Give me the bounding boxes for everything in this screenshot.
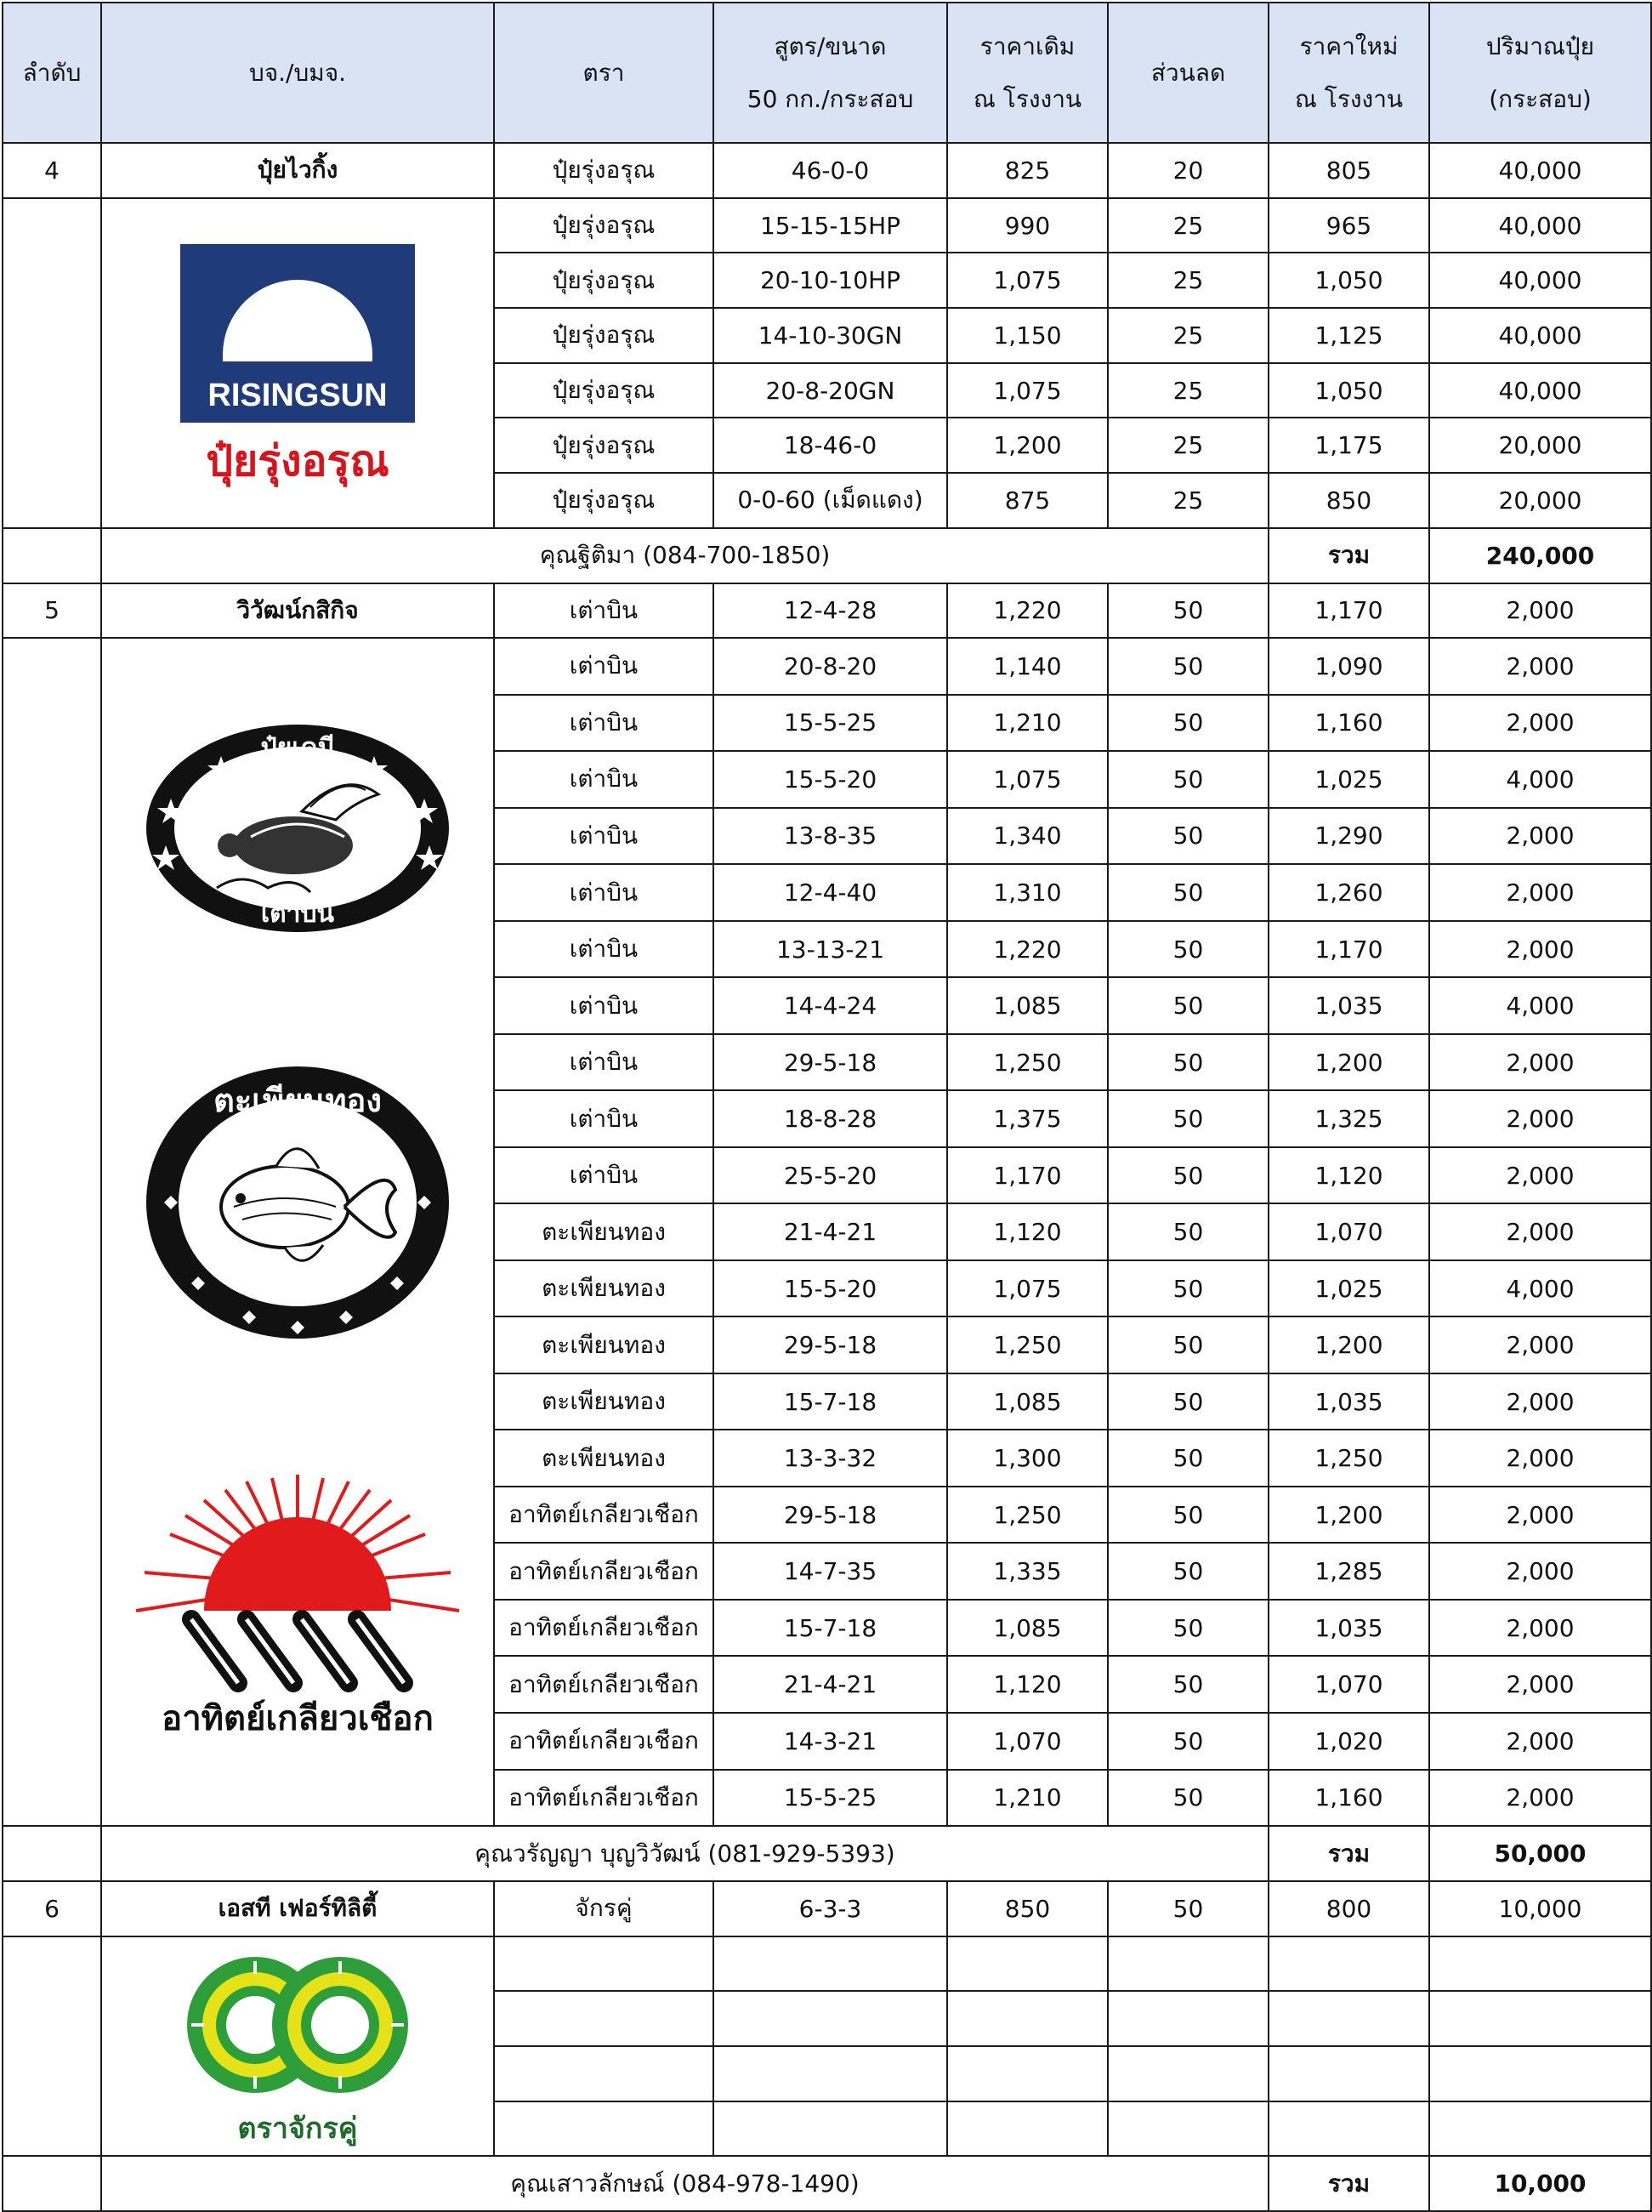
header-formula: สูตร/ขนาด 50 กก./กระสอบ bbox=[713, 3, 947, 143]
total-row-empty bbox=[3, 1826, 101, 1881]
chakkhu-logo-caption: ตราจักรคู่ bbox=[237, 2111, 358, 2146]
quantity-cell: 2,000 bbox=[1429, 1770, 1651, 1827]
brand-cell: เต่าบิน bbox=[494, 583, 713, 639]
new-price-cell: 1,050 bbox=[1269, 363, 1429, 418]
old-price-cell: 1,120 bbox=[947, 1203, 1108, 1260]
formula-cell: 29-5-18 bbox=[713, 1316, 947, 1373]
old-price-cell: 850 bbox=[947, 1881, 1108, 1936]
formula-cell: 12-4-28 bbox=[713, 583, 947, 639]
old-price-cell: 1,085 bbox=[947, 977, 1108, 1034]
formula-cell: 14-7-35 bbox=[713, 1543, 947, 1600]
brand-cell: ตะเพียนทอง bbox=[494, 1316, 713, 1373]
formula-cell: 15-7-18 bbox=[713, 1600, 947, 1657]
brand-cell: อาทิตย์เกลียวเชือก bbox=[494, 1543, 713, 1600]
old-price-cell: 1,335 bbox=[947, 1543, 1108, 1600]
brand-cell: ปุ๋ยรุ่งอรุณ bbox=[494, 253, 713, 308]
formula-cell: 20-8-20 bbox=[713, 638, 947, 695]
discount-cell: 50 bbox=[1108, 638, 1269, 695]
formula-cell: 13-3-32 bbox=[713, 1430, 947, 1487]
brand-cell: เต่าบิน bbox=[494, 808, 713, 865]
discount-cell: 20 bbox=[1108, 143, 1269, 198]
table-row bbox=[3, 198, 1651, 253]
row-number-empty bbox=[3, 198, 101, 528]
brand-cell bbox=[494, 2046, 713, 2101]
discount-cell: 50 bbox=[1108, 1316, 1269, 1373]
discount-cell: 50 bbox=[1108, 1543, 1269, 1600]
brand-cell: อาทิตย์เกลียวเชือก bbox=[494, 1770, 713, 1827]
brand-cell: ปุ๋ยรุ่งอรุณ bbox=[494, 418, 713, 473]
formula-cell: 6-3-3 bbox=[713, 1881, 947, 1936]
new-price-cell bbox=[1269, 1936, 1429, 1992]
company-name: วิวัฒน์กสิกิจ bbox=[101, 583, 494, 639]
formula-cell: 14-3-21 bbox=[713, 1713, 947, 1770]
new-price-cell: 1,020 bbox=[1269, 1713, 1429, 1770]
turtle-logo-top-text: ปุ๋ยเคมี bbox=[260, 732, 335, 763]
discount-cell: 25 bbox=[1108, 253, 1269, 308]
risingsun-logo-icon bbox=[170, 236, 425, 491]
brand-cell: เต่าบิน bbox=[494, 864, 713, 921]
formula-cell: 21-4-21 bbox=[713, 1203, 947, 1260]
discount-cell: 50 bbox=[1108, 864, 1269, 921]
discount-cell: 50 bbox=[1108, 1090, 1269, 1147]
brand-cell: เต่าบิน bbox=[494, 751, 713, 808]
quantity-cell: 2,000 bbox=[1429, 695, 1651, 752]
quantity-cell: 2,000 bbox=[1429, 1656, 1651, 1713]
brand-cell: ตะเพียนทอง bbox=[494, 1430, 713, 1487]
formula-cell: 13-13-21 bbox=[713, 921, 947, 978]
old-price-cell bbox=[947, 2046, 1108, 2101]
old-price-cell: 1,210 bbox=[947, 695, 1108, 752]
row-number: 5 bbox=[3, 583, 101, 639]
new-price-cell: 1,035 bbox=[1269, 1373, 1429, 1430]
company-logo-cell bbox=[101, 198, 494, 528]
discount-cell: 50 bbox=[1108, 695, 1269, 752]
new-price-cell: 1,285 bbox=[1269, 1543, 1429, 1600]
old-price-cell bbox=[947, 2101, 1108, 2157]
header-new-price: ราคาใหม่ ณ โรงงาน bbox=[1269, 3, 1429, 143]
old-price-cell: 1,075 bbox=[947, 253, 1108, 308]
header-row bbox=[3, 3, 1651, 143]
brand-cell: ปุ๋ยรุ่งอรุณ bbox=[494, 143, 713, 198]
formula-cell: 0-0-60 (เม็ดแดง) bbox=[713, 473, 947, 528]
formula-cell: 14-10-30GN bbox=[713, 308, 947, 363]
old-price-cell: 1,200 bbox=[947, 418, 1108, 473]
formula-cell: 15-5-20 bbox=[713, 1260, 947, 1317]
old-price-cell: 1,075 bbox=[947, 1260, 1108, 1317]
formula-cell: 15-5-25 bbox=[713, 1770, 947, 1827]
old-price-cell: 1,310 bbox=[947, 864, 1108, 921]
header-old-price: ราคาเดิม ณ โรงงาน bbox=[947, 3, 1108, 143]
old-price-cell bbox=[947, 1991, 1108, 2046]
row-number-empty bbox=[3, 1936, 101, 2157]
new-price-cell bbox=[1269, 1991, 1429, 2046]
contact-info: คุณวรัญญา บุญวิวัฒน์ (081-929-5393) bbox=[101, 1826, 1269, 1881]
brand-cell: ตะเพียนทอง bbox=[494, 1203, 713, 1260]
brand-cell: อาทิตย์เกลียวเชือก bbox=[494, 1713, 713, 1770]
new-price-cell: 1,170 bbox=[1269, 583, 1429, 639]
new-price-cell: 850 bbox=[1269, 473, 1429, 528]
new-price-cell: 1,035 bbox=[1269, 977, 1429, 1034]
brand-cell: จักรคู่ bbox=[494, 1881, 713, 1936]
brand-cell: ตะเพียนทอง bbox=[494, 1373, 713, 1430]
new-price-cell: 1,125 bbox=[1269, 308, 1429, 363]
new-price-cell: 1,260 bbox=[1269, 864, 1429, 921]
new-price-cell bbox=[1269, 2046, 1429, 2101]
athit-rope-logo-icon bbox=[128, 1466, 468, 1747]
discount-cell: 50 bbox=[1108, 1203, 1269, 1260]
old-price-cell: 990 bbox=[947, 198, 1108, 253]
formula-cell bbox=[713, 1936, 947, 1992]
quantity-cell: 2,000 bbox=[1429, 1543, 1651, 1600]
table-row bbox=[3, 1936, 1651, 1992]
discount-cell bbox=[1108, 2101, 1269, 2157]
new-price-cell: 1,025 bbox=[1269, 751, 1429, 808]
formula-cell: 18-46-0 bbox=[713, 418, 947, 473]
old-price-cell: 1,085 bbox=[947, 1600, 1108, 1657]
quantity-cell: 2,000 bbox=[1429, 1034, 1651, 1091]
quantity-cell: 2,000 bbox=[1429, 921, 1651, 978]
old-price-cell: 1,300 bbox=[947, 1430, 1108, 1487]
brand-cell: เต่าบิน bbox=[494, 638, 713, 695]
quantity-cell bbox=[1429, 1936, 1651, 1992]
formula-cell: 15-5-25 bbox=[713, 695, 947, 752]
row-number: 4 bbox=[3, 143, 101, 198]
new-price-cell: 800 bbox=[1269, 1881, 1429, 1936]
formula-cell: 13-8-35 bbox=[713, 808, 947, 865]
quantity-cell: 2,000 bbox=[1429, 1316, 1651, 1373]
table-row bbox=[3, 1881, 1651, 1936]
old-price-cell: 875 bbox=[947, 473, 1108, 528]
brand-cell: อาทิตย์เกลียวเชือก bbox=[494, 1487, 713, 1544]
brand-cell: เต่าบิน bbox=[494, 695, 713, 752]
formula-cell: 18-8-28 bbox=[713, 1090, 947, 1147]
old-price-cell bbox=[947, 1936, 1108, 1992]
quantity-cell: 20,000 bbox=[1429, 418, 1651, 473]
discount-cell: 50 bbox=[1108, 1373, 1269, 1430]
formula-cell: 46-0-0 bbox=[713, 143, 947, 198]
fertilizer-price-table bbox=[2, 2, 1652, 2212]
discount-cell: 50 bbox=[1108, 1713, 1269, 1770]
quantity-cell bbox=[1429, 1991, 1651, 2046]
total-label: รวม bbox=[1269, 1826, 1429, 1881]
new-price-cell: 1,175 bbox=[1269, 418, 1429, 473]
discount-cell: 50 bbox=[1108, 921, 1269, 978]
brand-cell bbox=[494, 2101, 713, 2157]
quantity-cell: 2,000 bbox=[1429, 1600, 1651, 1657]
discount-cell: 50 bbox=[1108, 1600, 1269, 1657]
formula-cell: 29-5-18 bbox=[713, 1487, 947, 1544]
contact-info: คุณฐิติมา (084-700-1850) bbox=[101, 528, 1269, 583]
new-price-cell: 1,290 bbox=[1269, 808, 1429, 865]
company-name: ปุ๋ยไวกิ้ง bbox=[101, 143, 494, 198]
old-price-cell: 1,120 bbox=[947, 1656, 1108, 1713]
quantity-cell: 2,000 bbox=[1429, 1430, 1651, 1487]
discount-cell bbox=[1108, 1936, 1269, 1992]
formula-cell: 15-5-20 bbox=[713, 751, 947, 808]
formula-cell: 29-5-18 bbox=[713, 1034, 947, 1091]
new-price-cell: 1,120 bbox=[1269, 1147, 1429, 1204]
total-row-empty bbox=[3, 528, 101, 583]
discount-cell bbox=[1108, 1991, 1269, 2046]
discount-cell: 50 bbox=[1108, 1260, 1269, 1317]
header-no: ลำดับ bbox=[3, 3, 101, 143]
brand-cell: อาทิตย์เกลียวเชือก bbox=[494, 1656, 713, 1713]
chakkhu-logo bbox=[102, 1944, 493, 2148]
quantity-cell: 4,000 bbox=[1429, 977, 1651, 1034]
quantity-cell: 40,000 bbox=[1429, 198, 1651, 253]
new-price-cell: 1,090 bbox=[1269, 638, 1429, 695]
discount-cell: 50 bbox=[1108, 808, 1269, 865]
brand-cell: ตะเพียนทอง bbox=[494, 1260, 713, 1317]
old-price-cell: 1,250 bbox=[947, 1316, 1108, 1373]
quantity-cell: 4,000 bbox=[1429, 1260, 1651, 1317]
new-price-cell: 1,050 bbox=[1269, 253, 1429, 308]
formula-cell bbox=[713, 1991, 947, 2046]
contact-info: คุณเสาวลักษณ์ (084-978-1490) bbox=[101, 2156, 1269, 2211]
old-price-cell: 1,070 bbox=[947, 1713, 1108, 1770]
new-price-cell: 1,325 bbox=[1269, 1090, 1429, 1147]
new-price-cell: 1,170 bbox=[1269, 921, 1429, 978]
brand-cell: อาทิตย์เกลียวเชือก bbox=[494, 1600, 713, 1657]
old-price-cell: 1,075 bbox=[947, 363, 1108, 418]
new-price-cell: 1,250 bbox=[1269, 1430, 1429, 1487]
new-price-cell: 1,200 bbox=[1269, 1316, 1429, 1373]
discount-cell: 50 bbox=[1108, 583, 1269, 639]
double-wheel-logo-icon bbox=[174, 1944, 421, 2148]
total-label: รวม bbox=[1269, 528, 1429, 583]
old-price-cell: 1,250 bbox=[947, 1487, 1108, 1544]
brand-cell: เต่าบิน bbox=[494, 921, 713, 978]
company-logo-cell bbox=[101, 1936, 494, 2157]
old-price-cell: 1,220 bbox=[947, 921, 1108, 978]
new-price-cell: 1,070 bbox=[1269, 1203, 1429, 1260]
total-row bbox=[3, 2156, 1651, 2211]
discount-cell: 50 bbox=[1108, 977, 1269, 1034]
new-price-cell: 965 bbox=[1269, 198, 1429, 253]
risingsun-logo-caption: ปุ๋ยรุ่งอรุณ bbox=[206, 435, 389, 486]
header-brand: ตรา bbox=[494, 3, 713, 143]
formula-cell: 15-7-18 bbox=[713, 1373, 947, 1430]
table-row bbox=[3, 638, 1651, 695]
turtle-logo-icon bbox=[140, 718, 455, 939]
total-row bbox=[3, 528, 1651, 583]
discount-cell: 50 bbox=[1108, 1881, 1269, 1936]
quantity-cell: 2,000 bbox=[1429, 808, 1651, 865]
discount-cell: 50 bbox=[1108, 751, 1269, 808]
new-price-cell: 1,200 bbox=[1269, 1034, 1429, 1091]
quantity-cell bbox=[1429, 2046, 1651, 2101]
old-price-cell: 1,220 bbox=[947, 583, 1108, 639]
discount-cell: 25 bbox=[1108, 198, 1269, 253]
old-price-cell: 825 bbox=[947, 143, 1108, 198]
row-number: 6 bbox=[3, 1881, 101, 1936]
formula-cell: 25-5-20 bbox=[713, 1147, 947, 1204]
tapian-logo-top-text: ตะเพียนทอง bbox=[213, 1081, 382, 1119]
turtle-logo-bottom-text: เต่าบิน bbox=[260, 898, 335, 929]
new-price-cell bbox=[1269, 2101, 1429, 2157]
brand-cell bbox=[494, 1991, 713, 2046]
quantity-cell: 2,000 bbox=[1429, 1713, 1651, 1770]
formula-cell: 21-4-21 bbox=[713, 1656, 947, 1713]
quantity-cell: 20,000 bbox=[1429, 473, 1651, 528]
total-value: 240,000 bbox=[1429, 528, 1651, 583]
discount-cell: 25 bbox=[1108, 418, 1269, 473]
total-row bbox=[3, 1826, 1651, 1881]
quantity-cell: 2,000 bbox=[1429, 1090, 1651, 1147]
brand-cell: เต่าบิน bbox=[494, 1147, 713, 1204]
quantity-cell: 10,000 bbox=[1429, 1881, 1651, 1936]
formula-cell: 12-4-40 bbox=[713, 864, 947, 921]
old-price-cell: 1,075 bbox=[947, 751, 1108, 808]
discount-cell bbox=[1108, 2046, 1269, 2101]
header-discount: ส่วนลด bbox=[1108, 3, 1269, 143]
quantity-cell: 2,000 bbox=[1429, 1203, 1651, 1260]
discount-cell: 50 bbox=[1108, 1656, 1269, 1713]
row-number-empty bbox=[3, 638, 101, 1826]
brand-cell: ปุ๋ยรุ่งอรุณ bbox=[494, 473, 713, 528]
discount-cell: 50 bbox=[1108, 1034, 1269, 1091]
brand-cell: เต่าบิน bbox=[494, 977, 713, 1034]
old-price-cell: 1,170 bbox=[947, 1147, 1108, 1204]
header-quantity: ปริมาณปุ๋ย (กระสอบ) bbox=[1429, 3, 1651, 143]
formula-cell bbox=[713, 2101, 947, 2157]
header-company: บจ./บมจ. bbox=[101, 3, 494, 143]
quantity-cell: 2,000 bbox=[1429, 1373, 1651, 1430]
athit-logo-caption: อาทิตย์เกลียวเชือก bbox=[162, 1698, 434, 1738]
old-price-cell: 1,210 bbox=[947, 1770, 1108, 1827]
discount-cell: 50 bbox=[1108, 1770, 1269, 1827]
old-price-cell: 1,150 bbox=[947, 308, 1108, 363]
formula-cell: 15-15-15HP bbox=[713, 198, 947, 253]
new-price-cell: 1,025 bbox=[1269, 1260, 1429, 1317]
quantity-cell: 40,000 bbox=[1429, 253, 1651, 308]
formula-cell: 20-8-20GN bbox=[713, 363, 947, 418]
discount-cell: 25 bbox=[1108, 363, 1269, 418]
total-label: รวม bbox=[1269, 2156, 1429, 2211]
discount-cell: 50 bbox=[1108, 1487, 1269, 1544]
quantity-cell: 40,000 bbox=[1429, 308, 1651, 363]
old-price-cell: 1,340 bbox=[947, 808, 1108, 865]
quantity-cell: 40,000 bbox=[1429, 143, 1651, 198]
brand-cell: เต่าบิน bbox=[494, 1090, 713, 1147]
discount-cell: 50 bbox=[1108, 1430, 1269, 1487]
company-logo-cell bbox=[101, 638, 494, 1826]
quantity-cell: 2,000 bbox=[1429, 864, 1651, 921]
table-row bbox=[3, 143, 1651, 198]
old-price-cell: 1,375 bbox=[947, 1090, 1108, 1147]
brand-cell bbox=[494, 1936, 713, 1992]
formula-cell: 20-10-10HP bbox=[713, 253, 947, 308]
group5-logos bbox=[102, 639, 493, 1825]
new-price-cell: 1,070 bbox=[1269, 1656, 1429, 1713]
new-price-cell: 805 bbox=[1269, 143, 1429, 198]
brand-cell: ปุ๋ยรุ่งอรุณ bbox=[494, 363, 713, 418]
quantity-cell: 2,000 bbox=[1429, 583, 1651, 639]
old-price-cell: 1,140 bbox=[947, 638, 1108, 695]
quantity-cell: 2,000 bbox=[1429, 638, 1651, 695]
new-price-cell: 1,160 bbox=[1269, 1770, 1429, 1827]
total-value: 50,000 bbox=[1429, 1826, 1651, 1881]
quantity-cell: 2,000 bbox=[1429, 1147, 1651, 1204]
new-price-cell: 1,160 bbox=[1269, 695, 1429, 752]
total-row-empty bbox=[3, 2156, 101, 2211]
old-price-cell: 1,250 bbox=[947, 1034, 1108, 1091]
brand-cell: ปุ๋ยรุ่งอรุณ bbox=[494, 198, 713, 253]
discount-cell: 50 bbox=[1108, 1147, 1269, 1204]
table-row bbox=[3, 583, 1651, 639]
new-price-cell: 1,200 bbox=[1269, 1487, 1429, 1544]
quantity-cell: 4,000 bbox=[1429, 751, 1651, 808]
quantity-cell: 2,000 bbox=[1429, 1487, 1651, 1544]
old-price-cell: 1,085 bbox=[947, 1373, 1108, 1430]
brand-cell: ปุ๋ยรุ่งอรุณ bbox=[494, 308, 713, 363]
quantity-cell: 40,000 bbox=[1429, 363, 1651, 418]
total-value: 10,000 bbox=[1429, 2156, 1651, 2211]
discount-cell: 25 bbox=[1108, 308, 1269, 363]
risingsun-logo bbox=[102, 236, 493, 491]
company-name: เอสที เฟอร์ทิลิตี้ bbox=[101, 1881, 494, 1936]
new-price-cell: 1,035 bbox=[1269, 1600, 1429, 1657]
risingsun-logo-text: RISINGSUN bbox=[207, 377, 388, 413]
formula-cell bbox=[713, 2046, 947, 2101]
formula-cell: 14-4-24 bbox=[713, 977, 947, 1034]
discount-cell: 25 bbox=[1108, 473, 1269, 528]
tapian-thong-logo-icon bbox=[140, 1062, 455, 1343]
quantity-cell bbox=[1429, 2101, 1651, 2157]
brand-cell: เต่าบิน bbox=[494, 1034, 713, 1091]
